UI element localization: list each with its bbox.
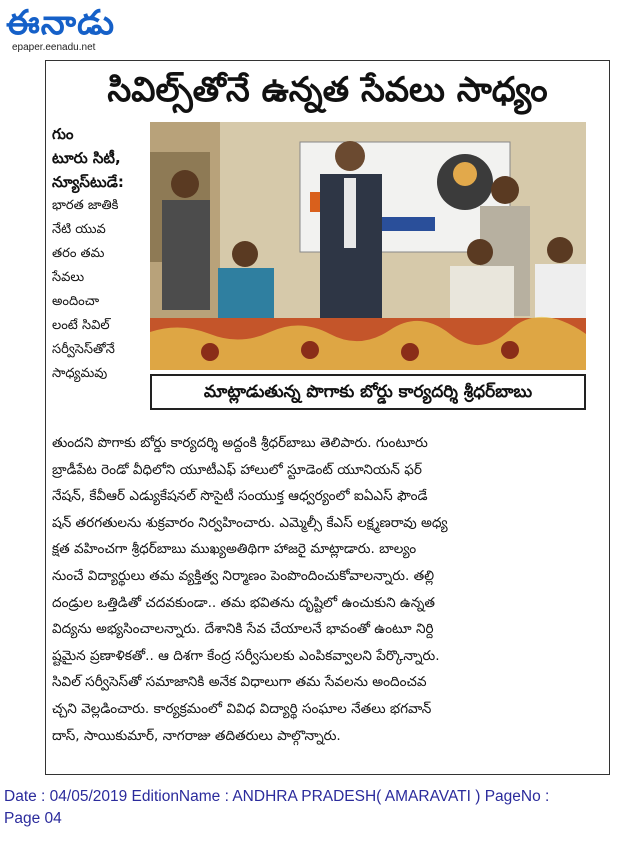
dateline-line: గుం: [52, 125, 74, 143]
text-line: భారత జాతికి: [52, 198, 119, 213]
text-line: సర్వీసెస్‌తోనే: [52, 342, 115, 357]
text-line: లంటే సివిల్: [52, 318, 110, 333]
body-line: క్షత వహించగా శ్రీధర్‌బాబు ముఖ్యఅతిథిగా హాజరై మాట్లాడారు. బాల్యం: [52, 541, 417, 558]
text-line: తరం తమ: [52, 246, 105, 261]
body-line: నేషన్, కేవీఆర్ ఎడ్యుకేషనల్ సొసైటీ సంయుక్త ఆధ్వర్యంలో ఐఏఎస్ ఫౌండే: [52, 488, 428, 505]
edition-footer: [4, 786, 616, 830]
footer-line-1: Date : 04/05/2019 EditionName : ANDHRA PRADESH( AMARAVATI ) PageNo :: [4, 788, 550, 805]
body-line: దండ్రుల ఒత్తిడితో చదవకుండా.. తమ భవితను దృష్టిలో ఉంచుకుని ఉన్నత: [52, 594, 435, 611]
text-line: సాధ్యమవు: [52, 366, 108, 381]
article-headline: సివిల్స్‌తోనే ఉన్నత సేవలు సాధ్యం: [107, 70, 548, 110]
body-line: చ్చని వెల్లడించారు. కార్యక్రమంలో వివిధ విద్యార్థి సంఘాల నేతలు భగవాన్: [52, 700, 432, 717]
body-line: సివిల్ సర్వీసెస్‌తో సమాజానికి అనేక విధాలుగా తమ సేవలను అందించవ: [52, 674, 427, 691]
body-line: బ్రాడీపేట రెండో వీధిలోని యూటీఎఫ్ హాలులో స్టూడెంట్ యూనియన్ ఫర్: [52, 461, 422, 478]
text-line: అందించా: [52, 294, 100, 309]
article-photo: [150, 122, 586, 370]
logo-url: epaper.eenadu.net: [12, 42, 96, 53]
body-line: షన్ తరగతులను శుక్రవారం నిర్వహించారు. ఎమ్మెల్సీ కేఎస్ లక్ష్మణరావు అధ్య: [52, 514, 448, 531]
body-line: దాస్, సాయికుమార్, నాగరాజు తదితరులు పాల్గొన్నారు.: [52, 727, 341, 744]
dateline-line: టూరు సిటీ,: [52, 149, 121, 167]
event-photo-illustration: [150, 122, 586, 370]
body-line: నుంచే విద్యార్థులు తమ వ్యక్తిత్వ నిర్మాణం పెంపొందించుకోవాలన్నారు. తల్లి: [52, 567, 435, 584]
article-body: [52, 430, 604, 749]
eenadu-logo[interactable]: [6, 4, 166, 56]
text-line: సేవలు: [52, 270, 85, 285]
dateline-line: న్యూస్‌టుడే:: [52, 173, 124, 191]
body-line: ష్టమైన ప్రణాళికతో.. ఆ దిశగా కేంద్ర సర్వీసులకు ఎంపికవ్వాలని పేర్కొన్నారు.: [52, 647, 440, 664]
body-line: తుందని పొగాకు బోర్డు కార్యదర్శి అద్దంకి శ్రీధర్‌బాబు తెలిపారు. గుంటూరు: [52, 435, 428, 451]
body-line: విద్యను అభ్యసించాలన్నారు. దేశానికి సేవ చేయాలనే భావంతో ఉంటూ నిర్ది: [52, 621, 434, 638]
footer-line-2: Page 04: [4, 810, 62, 827]
logo-wordmark: ఈనాడు: [6, 3, 116, 43]
photo-caption: మాట్లాడుతున్న పొగాకు బోర్డు కార్యదర్శి శ్రీధర్‌బాబు: [150, 374, 586, 410]
text-line: నేటి యువ: [52, 222, 106, 237]
article-left-column: [52, 122, 142, 386]
